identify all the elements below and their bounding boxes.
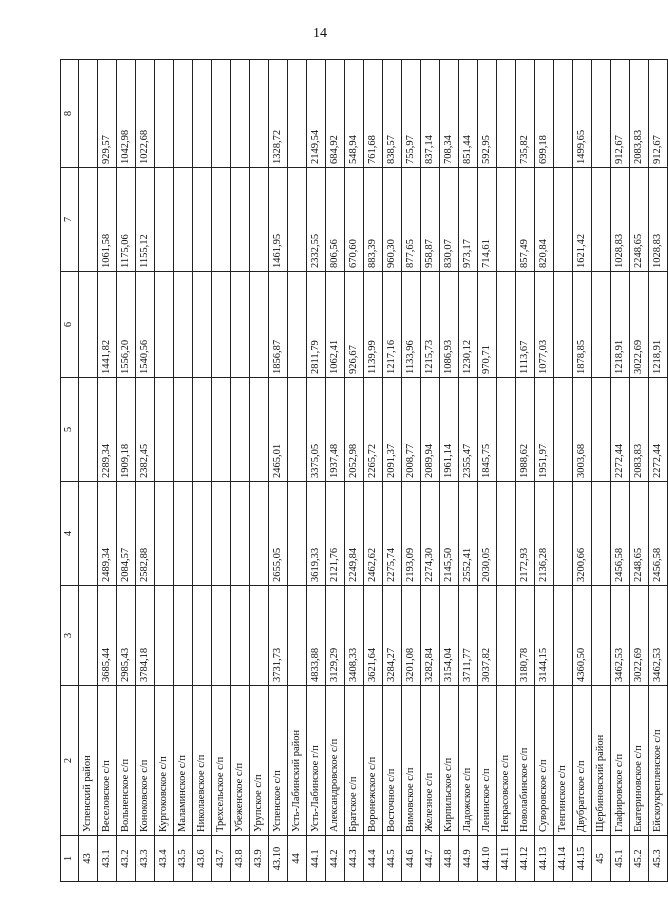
table-cell: 1028,83 [649,168,668,272]
table-cell: 926,67 [345,272,364,378]
table-row [155,60,174,882]
column-header-cell: 2 [61,686,79,836]
table-cell [79,378,98,482]
table-cell [554,586,573,686]
table-cell: Екатериновское с/п [630,686,649,836]
table-cell: 45.3 [649,836,668,882]
table-cell: 2275,74 [383,482,402,586]
table-cell: Урупское с/п [250,686,269,836]
table-cell: Николаевское с/п [193,686,212,836]
table-cell: 699,18 [535,60,554,168]
table-cell: 3129,29 [326,586,345,686]
table-cell: 3022,69 [630,586,649,686]
table-cell [592,586,611,686]
table-cell [288,60,307,168]
table-row [459,60,478,882]
table-cell: 1499,65 [573,60,592,168]
table-cell [554,482,573,586]
table-cell: Усть-Лабинский район [288,686,307,836]
table-cell: 43 [79,836,98,882]
table-cell: 548,94 [345,60,364,168]
table-cell: 714,61 [478,168,497,272]
table-cell: Александровское с/п [326,686,345,836]
table-cell [193,168,212,272]
table-cell: Новолабинское с/п [516,686,535,836]
table-cell: 1441,82 [98,272,117,378]
column-header-cell: 8 [61,60,79,168]
table-cell: 2052,98 [345,378,364,482]
table-cell: 958,87 [421,168,440,272]
table-cell: 44.5 [383,836,402,882]
table-cell: 929,57 [98,60,117,168]
table-cell: Успенское с/п [269,686,288,836]
table-cell: 3375,05 [307,378,326,482]
table-cell: 2083,83 [630,60,649,168]
table-cell [592,482,611,586]
column-header-cell: 4 [61,482,79,586]
table-cell: 1061,58 [98,168,117,272]
table-cell [250,168,269,272]
table-cell: Вольненское с/п [117,686,136,836]
table-cell: 1540,56 [136,272,155,378]
table-cell: 3784,18 [136,586,155,686]
table-cell: Успенский район [79,686,98,836]
table-row [535,60,554,882]
table-cell: Кирпильское с/п [440,686,459,836]
table-cell: 912,67 [611,60,630,168]
table-cell: 43.8 [231,836,250,882]
table-cell: 3685,44 [98,586,117,686]
table-cell: 43.4 [155,836,174,882]
table-cell: 2084,57 [117,482,136,586]
table-cell [592,272,611,378]
table-cell: 2083,83 [630,378,649,482]
table-cell: Веселовское с/п [98,686,117,836]
table-cell: 2121,76 [326,482,345,586]
table-cell: 2289,34 [98,378,117,482]
table-cell: 2489,34 [98,482,117,586]
table-cell [79,60,98,168]
table-row [592,60,611,882]
table-cell: 3003,68 [573,378,592,482]
table-cell: Суворовское с/п [535,686,554,836]
table-cell: 44.14 [554,836,573,882]
table-cell: 45.1 [611,836,630,882]
table-cell: 3282,84 [421,586,440,686]
table-cell [155,272,174,378]
table-cell: 3619,33 [307,482,326,586]
table-cell [497,378,516,482]
table-cell: 2332,55 [307,168,326,272]
table-cell: Железное с/п [421,686,440,836]
table-cell: 1856,87 [269,272,288,378]
data-table [60,59,668,882]
table-cell: 837,14 [421,60,440,168]
table-cell: 44 [288,836,307,882]
table-row [136,60,155,882]
table-cell: 3284,27 [383,586,402,686]
table-cell: 592,95 [478,60,497,168]
table-row [193,60,212,882]
table-cell: Вимовское с/п [402,686,421,836]
table-row [212,60,231,882]
table-cell: 1077,03 [535,272,554,378]
table-row [269,60,288,882]
table-cell: 2172,93 [516,482,535,586]
table-cell: 2985,43 [117,586,136,686]
table-cell [212,60,231,168]
table-cell: 44.6 [402,836,421,882]
table-cell: 2089,94 [421,378,440,482]
table-cell: Восточное с/п [383,686,402,836]
table-cell: 2355,47 [459,378,478,482]
table-cell [592,60,611,168]
table-cell: 3711,77 [459,586,478,686]
table-cell: 44.12 [516,836,535,882]
table-cell: 2248,65 [630,168,649,272]
table-cell: 3201,08 [402,586,421,686]
table-cell: 44.4 [364,836,383,882]
table-cell [212,168,231,272]
table-cell: 960,30 [383,168,402,272]
table-cell: 2030,05 [478,482,497,586]
table-cell: 43.7 [212,836,231,882]
table-cell: 43.2 [117,836,136,882]
table-cell: 43.10 [269,836,288,882]
table-cell [212,272,231,378]
table-cell: 1175,06 [117,168,136,272]
table-cell [250,60,269,168]
table-cell: 883,39 [364,168,383,272]
table-row [554,60,573,882]
table-cell [231,272,250,378]
rotated-table-wrapper [60,60,663,882]
table-cell [231,378,250,482]
table-cell [212,586,231,686]
table-cell: 912,67 [649,60,668,168]
table-row [383,60,402,882]
table-cell: Щербиновский район [592,686,611,836]
table-cell: 2272,44 [611,378,630,482]
table-cell: 1042,98 [117,60,136,168]
table-cell: 2582,88 [136,482,155,586]
table-cell: 1951,97 [535,378,554,482]
table-cell: 670,60 [345,168,364,272]
table-cell: 3462,53 [611,586,630,686]
table-cell: 820,84 [535,168,554,272]
table-cell [231,586,250,686]
table-row [440,60,459,882]
table-cell: 2265,72 [364,378,383,482]
table-cell [155,378,174,482]
table-cell: 1215,73 [421,272,440,378]
table-cell: 3180,78 [516,586,535,686]
table-cell: 1988,62 [516,378,535,482]
table-cell: 851,44 [459,60,478,168]
table-cell [231,60,250,168]
table-cell [250,378,269,482]
table-cell [155,482,174,586]
table-row [516,60,535,882]
table-cell: 43.3 [136,836,155,882]
table-cell [174,378,193,482]
table-cell: Убеженское с/п [231,686,250,836]
table-cell [155,586,174,686]
table-cell: 684,92 [326,60,345,168]
table-cell: 44.11 [497,836,516,882]
table-cell: 43.9 [250,836,269,882]
table-row [611,60,630,882]
table-cell: 2091,37 [383,378,402,482]
table-cell [193,272,212,378]
table-cell: 1139,99 [364,272,383,378]
table-row [288,60,307,882]
table-cell [497,272,516,378]
table-row [250,60,269,882]
table-cell: 2655,05 [269,482,288,586]
table-row [573,60,592,882]
table-cell [250,272,269,378]
table-cell: 3022,69 [630,272,649,378]
table-cell: 2008,77 [402,378,421,482]
table-cell: 1621,42 [573,168,592,272]
table-row [307,60,326,882]
table-cell: 1155,12 [136,168,155,272]
table-cell [497,482,516,586]
table-cell: 2248,65 [630,482,649,586]
table-cell: 2382,45 [136,378,155,482]
table-cell: 2193,09 [402,482,421,586]
table-cell: 45 [592,836,611,882]
table-cell: 2811,79 [307,272,326,378]
table-cell [250,586,269,686]
table-cell [250,482,269,586]
table-cell: 4833,88 [307,586,326,686]
table-cell: 973,17 [459,168,478,272]
table-row [497,60,516,882]
table-cell: 1878,85 [573,272,592,378]
column-header-cell: 1 [61,836,79,882]
table-cell: 3037,82 [478,586,497,686]
table-cell: 44.7 [421,836,440,882]
table-cell: Некрасовское с/п [497,686,516,836]
table-cell: 44.3 [345,836,364,882]
table-cell: 1217,16 [383,272,402,378]
table-cell [554,272,573,378]
table-cell [288,586,307,686]
table-cell: 877,65 [402,168,421,272]
table-cell: Воронежское с/п [364,686,383,836]
table-row [345,60,364,882]
table-row [326,60,345,882]
table-cell: 708,34 [440,60,459,168]
table-cell [193,378,212,482]
table-cell: 45.2 [630,836,649,882]
table-cell: 3731,73 [269,586,288,686]
table-cell: 830,07 [440,168,459,272]
table-cell: 1218,91 [611,272,630,378]
table-cell: 44.8 [440,836,459,882]
table-cell: Коноковское с/п [136,686,155,836]
table-cell: 2274,30 [421,482,440,586]
table-row [79,60,98,882]
table-cell: 44.1 [307,836,326,882]
table-cell: 1937,48 [326,378,345,482]
table-cell: 3144,15 [535,586,554,686]
table-cell [79,586,98,686]
table-row [117,60,136,882]
table-cell [231,482,250,586]
table-cell: 2145,50 [440,482,459,586]
table-cell: 761,68 [364,60,383,168]
table-cell: 1218,91 [649,272,668,378]
column-header-cell: 3 [61,586,79,686]
table-cell: 43.6 [193,836,212,882]
table-cell [174,586,193,686]
table-row [364,60,383,882]
table-cell: Глафировское с/п [611,686,630,836]
table-cell: 2272,44 [649,378,668,482]
table-row [174,60,193,882]
table-cell [155,60,174,168]
table-cell [79,272,98,378]
table-cell: 1909,18 [117,378,136,482]
column-header-cell: 5 [61,378,79,482]
table-cell: 44.9 [459,836,478,882]
table-cell [174,168,193,272]
table-cell: 2552,41 [459,482,478,586]
table-row [478,60,497,882]
table-cell: 2462,62 [364,482,383,586]
column-header-cell: 6 [61,272,79,378]
table-cell [155,168,174,272]
table-cell [174,482,193,586]
table-cell: Тенгинское с/п [554,686,573,836]
table-row [630,60,649,882]
table-cell [174,60,193,168]
table-cell: 2456,58 [611,482,630,586]
table-cell: 1022,68 [136,60,155,168]
table-cell [592,168,611,272]
table-cell: Трехсельское с/п [212,686,231,836]
table-cell: 3621,64 [364,586,383,686]
table-cell [193,482,212,586]
table-cell: 2149,54 [307,60,326,168]
table-cell: 44.10 [478,836,497,882]
table-cell: Ейскоукрепленское с/п [649,686,668,836]
table-cell: 1461,95 [269,168,288,272]
table-cell [212,482,231,586]
table-cell: 1133,96 [402,272,421,378]
table-cell [193,586,212,686]
page-number: 14 [313,26,327,41]
table-cell: 2456,58 [649,482,668,586]
table-cell: 3154,04 [440,586,459,686]
table-cell: Маламинское с/п [174,686,193,836]
table-cell [288,272,307,378]
table-cell: 857,49 [516,168,535,272]
table-cell: 970,71 [478,272,497,378]
table-cell: Двубратское с/п [573,686,592,836]
table-cell: 2249,84 [345,482,364,586]
table-cell [554,378,573,482]
table-cell: 3200,66 [573,482,592,586]
table-row [98,60,117,882]
table-cell [554,60,573,168]
table-cell: 44.15 [573,836,592,882]
table-cell: Ленинское с/п [478,686,497,836]
table-cell [554,168,573,272]
table-cell [212,378,231,482]
table-cell: 4360,50 [573,586,592,686]
table-cell: 1328,72 [269,60,288,168]
table-cell: Братское с/п [345,686,364,836]
table-cell: 1086,93 [440,272,459,378]
table-row [421,60,440,882]
table-cell [288,482,307,586]
table-cell: 1961,14 [440,378,459,482]
table-cell: 44.13 [535,836,554,882]
table-cell [497,60,516,168]
table-cell: 2465,01 [269,378,288,482]
table-cell [193,60,212,168]
table-cell: 806,56 [326,168,345,272]
table-cell: 1556,20 [117,272,136,378]
table-cell: 735,82 [516,60,535,168]
table-header-row [61,60,79,882]
table-cell: Кургоковское с/п [155,686,174,836]
table-cell [592,378,611,482]
table-cell: 838,57 [383,60,402,168]
table-cell: 755,97 [402,60,421,168]
table-cell [79,482,98,586]
table-row [402,60,421,882]
column-header-cell: 7 [61,168,79,272]
table-cell [497,168,516,272]
table-cell: 1113,67 [516,272,535,378]
table-cell [288,378,307,482]
table-row [649,60,668,882]
table-cell: Ладожское с/п [459,686,478,836]
table-row [231,60,250,882]
table-cell [497,586,516,686]
table-cell: 2136,28 [535,482,554,586]
table-cell: 1062,41 [326,272,345,378]
table-cell: Усть-Лабинское г/п [307,686,326,836]
table-cell [231,168,250,272]
table-cell: 43.5 [174,836,193,882]
table-cell: 44.2 [326,836,345,882]
table-cell: 1230,12 [459,272,478,378]
table-cell [288,168,307,272]
table-cell [174,272,193,378]
table-cell: 3462,53 [649,586,668,686]
table-cell: 43.1 [98,836,117,882]
table-cell: 1028,83 [611,168,630,272]
table-cell: 1845,75 [478,378,497,482]
table-cell [79,168,98,272]
table-cell: 3408,33 [345,586,364,686]
